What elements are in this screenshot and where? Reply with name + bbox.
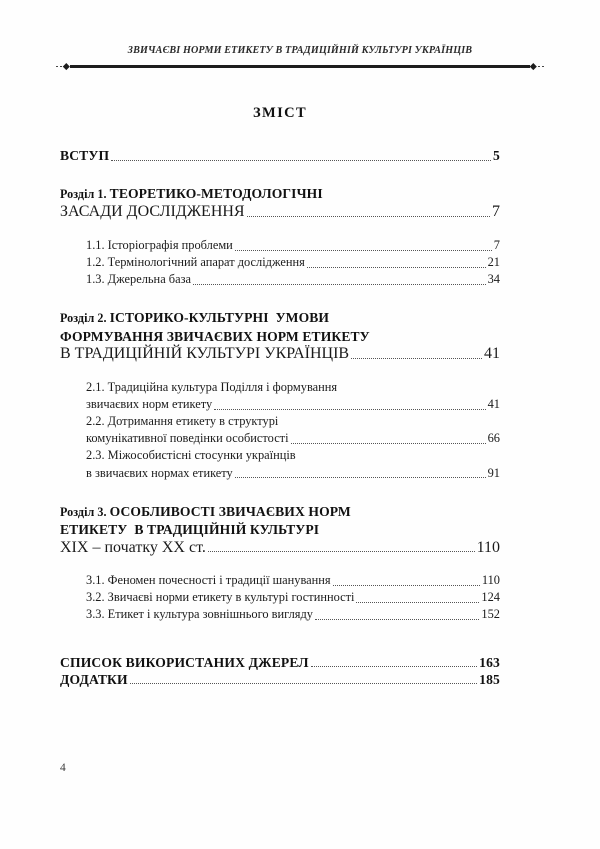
toc-section-label: 3.2. Звичаєві норми етикету в культурі гостинності <box>86 590 355 605</box>
toc-section-label: 1.1. Історіографія проблеми <box>86 237 233 252</box>
chapter-heading-text: ІСТОРИКО-КУЛЬТУРНІ УМОВИ <box>109 310 330 326</box>
toc-chapter-1[interactable] <box>60 185 500 221</box>
toc-section-label: комунікативної поведінки особистості <box>86 431 289 446</box>
dot-leader <box>307 266 486 268</box>
toc-chapter-heading-line <box>60 328 500 345</box>
dot-leader <box>235 249 492 251</box>
toc-entry-page: 5 <box>493 148 500 163</box>
toc-entry-page: 7 <box>492 203 500 221</box>
toc-entry-bibliography[interactable] <box>60 655 500 671</box>
toc-section-1-2[interactable] <box>86 254 500 271</box>
running-header-title: ЗВИЧАЄВІ НОРМИ ЕТИКЕТУ В ТРАДИЦІЙНІЙ КУЛЬТУРІ УКРАЇНЦІВ <box>127 45 473 56</box>
page-title: ЗМІСТ <box>252 105 308 121</box>
toc-entry-page: 41 <box>487 396 500 411</box>
chapter-heading-text: ФОРМУВАННЯ ЗВИЧАЄВИХ НОРМ ЕТИКЕТУ <box>60 328 370 344</box>
chapter-heading-text: ЗАСАДИ ДОСЛІДЖЕННЯ <box>60 203 245 221</box>
toc-chapter-heading-line <box>60 503 500 521</box>
toc-entry-page: 34 <box>487 272 500 287</box>
toc-content <box>60 105 500 689</box>
dot-leader <box>311 665 477 667</box>
divider-rule <box>70 65 530 67</box>
toc-entry-page: 163 <box>479 654 500 670</box>
divider-diamond-icon <box>63 63 69 69</box>
toc-entry-page: 110 <box>476 538 500 556</box>
dot-leader <box>111 159 491 161</box>
toc-section-label: 1.3. Джерельна база <box>86 272 191 287</box>
spacer <box>60 302 500 309</box>
toc-section-label: 1.2. Термінологічний апарат дослідження <box>86 255 305 270</box>
toc-section-label: 2.3. Міжособистісні стосунки українців <box>86 448 296 463</box>
toc-entry-intro[interactable] <box>60 148 500 164</box>
toc-section-label: 2.1. Традиційна культура Поділля і формування <box>86 379 338 394</box>
toc-section-2-2[interactable] <box>86 413 500 447</box>
toc-entry-label: СПИСОК ВИКОРИСТАНИХ ДЖЕРЕЛ <box>60 654 309 670</box>
chapter-prefix: Розділ 2. <box>60 311 110 326</box>
page-folio-number: 4 <box>60 762 66 774</box>
toc-chapter-heading-line <box>60 185 500 203</box>
toc-entry-appendices[interactable] <box>60 672 500 688</box>
toc-sections-1 <box>86 237 500 289</box>
toc-section-3-2[interactable] <box>86 589 500 606</box>
toc-section-continuation <box>86 430 500 447</box>
toc-sections-2 <box>86 379 500 482</box>
spacer <box>60 638 500 651</box>
chapter-heading-text: ЕТИКЕТУ В ТРАДИЦІЙНІЙ КУЛЬТУРІ <box>60 522 320 538</box>
toc-chapter-heading-line <box>60 521 500 538</box>
toc-entry-label: ВСТУП <box>60 148 110 163</box>
toc-section-2-3[interactable] <box>86 447 500 481</box>
toc-entry-page: 41 <box>484 345 500 363</box>
toc-section-label: 3.1. Феномен почесності і традиції шанування <box>86 573 331 588</box>
toc-chapter-heading-line <box>60 309 500 327</box>
spacer <box>60 496 500 503</box>
chapter-heading-text: ТЕОРЕТИКО-МЕТОДОЛОГІЧНІ <box>109 186 323 201</box>
toc-section-label: в звичаєвих нормах етикету <box>86 465 233 480</box>
divider-dot-icon <box>56 66 58 68</box>
toc-section-label: 2.2. Дотримання етикету в структурі <box>86 414 279 429</box>
toc-entry-page: 7 <box>493 237 500 252</box>
toc-section-label: 3.3. Етикет і культура зовнішнього вигляду <box>86 607 313 622</box>
toc-section-continuation <box>86 465 500 482</box>
chapter-heading-text: ОСОБЛИВОСТІ ЗВИЧАЄВИХ НОРМ <box>109 503 351 519</box>
header-divider-ornament <box>55 62 545 71</box>
toc-sections-3 <box>86 572 500 624</box>
toc-entry-page: 185 <box>479 671 500 687</box>
dot-leader <box>130 682 477 684</box>
toc-entry-page: 124 <box>481 590 500 605</box>
toc-section-label: звичаєвих норм етикету <box>86 396 213 411</box>
divider-dot-icon <box>542 66 544 68</box>
chapter-prefix: Розділ 1. <box>60 187 110 201</box>
dot-leader <box>247 215 490 217</box>
dot-leader <box>208 550 475 552</box>
dot-leader <box>351 357 482 359</box>
dot-leader <box>235 476 486 478</box>
dot-leader <box>291 442 486 444</box>
dot-leader <box>315 618 479 620</box>
divider-dot-icon <box>60 66 62 68</box>
spacer <box>60 166 500 185</box>
toc-entry-page: 66 <box>487 431 500 446</box>
dot-leader <box>333 584 480 586</box>
toc-entry-page: 91 <box>487 465 500 480</box>
toc-section-2-1[interactable] <box>86 379 500 413</box>
toc-section-3-1[interactable] <box>86 572 500 589</box>
toc-section-3-3[interactable] <box>86 606 500 623</box>
toc-section-1-3[interactable] <box>86 271 500 288</box>
dot-leader <box>193 283 486 285</box>
toc-chapter-last-line <box>60 539 500 556</box>
chapter-heading-text: В ТРАДИЦІЙНІЙ КУЛЬТУРІ УКРАЇНЦІВ <box>60 345 350 363</box>
toc-section-1-1[interactable] <box>86 237 500 254</box>
dot-leader <box>214 408 485 410</box>
toc-entry-label: ДОДАТКИ <box>60 671 128 687</box>
dot-leader <box>356 601 479 603</box>
chapter-prefix: Розділ 3. <box>60 504 110 519</box>
toc-chapter-last-line <box>60 203 500 220</box>
toc-entry-page: 21 <box>487 255 500 270</box>
chapter-heading-text: XIX – початку XX ст. <box>60 538 206 556</box>
toc-chapter-3[interactable] <box>60 503 500 556</box>
divider-dot-icon <box>538 66 540 68</box>
toc-section-continuation <box>86 396 500 413</box>
toc-chapter-2[interactable] <box>60 309 500 362</box>
divider-diamond-icon <box>530 63 536 69</box>
toc-backmatter <box>60 655 500 688</box>
toc-chapter-last-line <box>60 345 500 362</box>
toc-entry-page: 110 <box>481 573 500 588</box>
toc-entry-page: 152 <box>481 607 500 622</box>
running-header <box>55 45 545 56</box>
